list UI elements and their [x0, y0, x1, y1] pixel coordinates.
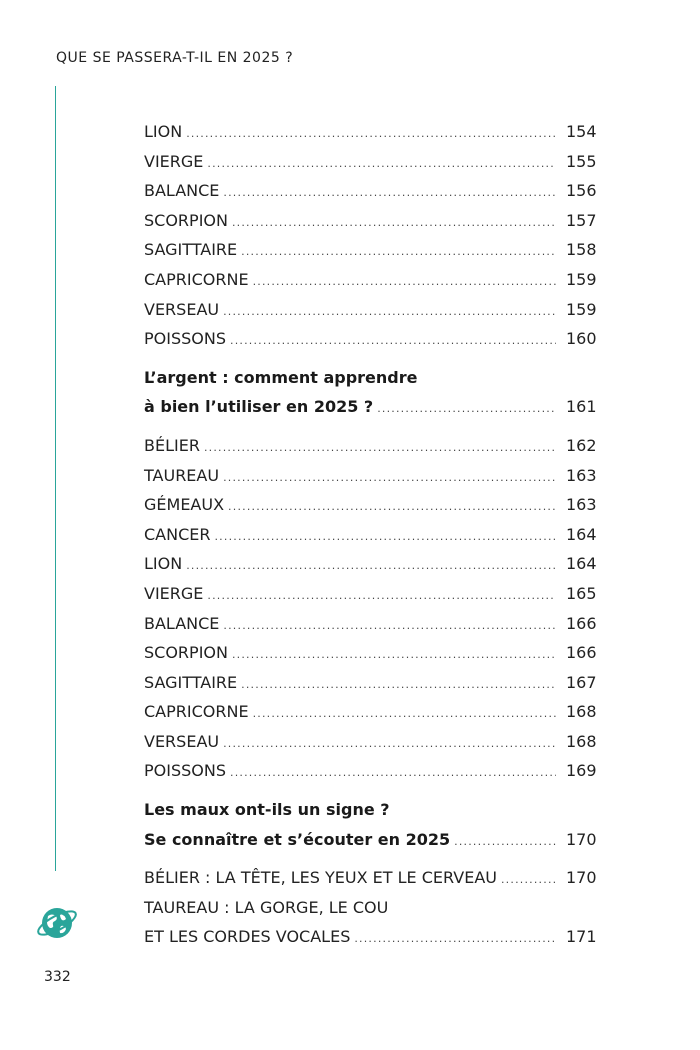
leader-dots: [230, 758, 556, 788]
toc-entry-verseau[interactable]: [144, 295, 596, 325]
leader-dots: [253, 699, 556, 729]
toc-entry-belier[interactable]: [144, 431, 596, 461]
toc-entry-label: CAPRICORNE: [144, 702, 249, 722]
toc-entry-poissons[interactable]: [144, 756, 596, 786]
toc-entry-page: 154: [566, 122, 597, 141]
leader-dots: [204, 433, 556, 463]
toc-entry-poissons[interactable]: [144, 324, 596, 354]
toc-entry-taureau-gorge[interactable]: [144, 922, 596, 952]
side-rule: [55, 86, 56, 871]
toc-entry-page: 168: [566, 702, 597, 722]
leader-dots: [454, 827, 556, 857]
toc-entry-page: 164: [566, 524, 597, 544]
toc-entry-page: 157: [566, 210, 597, 230]
section-title-line: Se connaître et s’écouter en 2025: [144, 829, 451, 849]
toc-entry-label: BÉLIER : LA TÊTE, LES YEUX ET LE CERVEAU: [144, 868, 497, 888]
page-number: 332: [44, 969, 71, 985]
leader-dots: [228, 492, 556, 522]
toc-entry-label: GÉMEAUX: [144, 495, 225, 515]
toc-group-2: [144, 431, 596, 786]
running-title: QUE SE PASSERA-T-IL EN 2025 ?: [56, 50, 294, 66]
toc-entry-scorpion[interactable]: [144, 206, 596, 236]
leader-dots: [232, 640, 556, 670]
toc-entry-page: 170: [566, 829, 597, 849]
toc-entry-page: 160: [566, 329, 597, 349]
section-title-line: à bien l’utiliser en 2025 ?: [144, 397, 374, 417]
toc-entry-page: 165: [566, 583, 597, 603]
toc-entry-label: SCORPION: [144, 643, 228, 663]
table-of-contents: [144, 117, 596, 952]
toc-entry-label: ET LES CORDES VOCALES: [144, 927, 351, 947]
toc-entry-sagittaire[interactable]: [144, 668, 596, 698]
toc-entry-balance[interactable]: [144, 609, 596, 639]
section-title-line: Les maux ont-ils un signe ?: [144, 800, 390, 820]
toc-entry-page: 156: [566, 181, 597, 201]
toc-entry-label: LION: [144, 554, 183, 574]
toc-entry-balance[interactable]: [144, 176, 596, 206]
toc-entry-label[interactable]: TAUREAU : LA GORGE, LE COU: [144, 897, 389, 917]
toc-entry-capricorne[interactable]: [144, 265, 596, 295]
section-title-entry: [144, 392, 596, 422]
section-title-line: L’argent : comment apprendre: [144, 367, 418, 387]
toc-entry-label: LION: [144, 122, 183, 141]
toc-entry-lion[interactable]: [144, 549, 596, 579]
toc-entry-sagittaire[interactable]: [144, 235, 596, 265]
toc-entry-page: 170: [566, 868, 597, 888]
toc-entry-taureau[interactable]: [144, 461, 596, 491]
toc-entry-scorpion[interactable]: [144, 638, 596, 668]
leader-dots: [214, 522, 556, 552]
toc-entry-label: TAUREAU: [144, 465, 220, 485]
toc-entry-page: 161: [566, 397, 597, 417]
leader-dots: [223, 729, 556, 759]
toc-entry-label: VIERGE: [144, 151, 204, 171]
toc-entry-label: BALANCE: [144, 613, 220, 633]
toc-entry-cancer[interactable]: [144, 520, 596, 550]
toc-entry-page: 155: [566, 151, 597, 171]
toc-entry-label: SAGITTAIRE: [144, 672, 238, 692]
toc-entry-label: CANCER: [144, 524, 211, 544]
leader-dots: [241, 237, 556, 267]
leader-dots: [354, 924, 556, 954]
toc-entry-label: POISSONS: [144, 329, 226, 349]
toc-group-3: [144, 863, 596, 952]
leader-dots: [377, 394, 556, 424]
toc-entry-label: CAPRICORNE: [144, 269, 249, 289]
toc-entry-label: VERSEAU: [144, 731, 220, 751]
toc-entry-page: 163: [566, 465, 597, 485]
toc-entry-page: 167: [566, 672, 597, 692]
leader-dots: [241, 670, 556, 700]
toc-entry-vierge[interactable]: [144, 579, 596, 609]
leader-dots: [501, 865, 556, 895]
toc-group-1: [144, 117, 596, 354]
globe-icon: [34, 902, 80, 944]
toc-entry-label: VIERGE: [144, 583, 204, 603]
leader-dots: [230, 326, 556, 356]
toc-entry-label: POISSONS: [144, 761, 226, 781]
toc-entry-page: 166: [566, 643, 597, 663]
toc-entry-label: SAGITTAIRE: [144, 240, 238, 260]
toc-entry-verseau[interactable]: [144, 727, 596, 757]
toc-entry-page: 166: [566, 613, 597, 633]
leader-dots: [223, 178, 556, 208]
toc-entry-capricorne[interactable]: [144, 697, 596, 727]
toc-entry-label: SCORPION: [144, 210, 228, 230]
toc-entry-page: 164: [566, 554, 597, 574]
leader-dots: [223, 297, 556, 327]
toc-entry-page: 171: [566, 927, 597, 947]
leader-dots: [207, 581, 556, 611]
toc-entry-label: BÉLIER: [144, 435, 200, 455]
section-title-entry: [144, 825, 596, 855]
toc-section-maux[interactable]: [144, 795, 596, 854]
toc-entry-page: 169: [566, 761, 597, 781]
toc-entry-page: 163: [566, 495, 597, 515]
toc-entry-label: BALANCE: [144, 181, 220, 201]
leader-dots: [223, 463, 556, 493]
leader-dots: [253, 267, 556, 297]
toc-entry-vierge[interactable]: [144, 147, 596, 177]
toc-entry-page: 159: [566, 269, 597, 289]
toc-entry-page: 158: [566, 240, 597, 260]
leader-dots: [186, 119, 556, 149]
toc-entry-belier-tete[interactable]: [144, 863, 596, 893]
toc-section-argent[interactable]: [144, 363, 596, 422]
leader-dots: [232, 208, 556, 238]
leader-dots: [186, 551, 556, 581]
toc-entry-page: 159: [566, 299, 597, 319]
toc-entry-page: 162: [566, 435, 597, 455]
leader-dots: [207, 149, 556, 179]
toc-entry-label: VERSEAU: [144, 299, 220, 319]
toc-entry-gemeaux[interactable]: [144, 490, 596, 520]
toc-entry-page: 168: [566, 731, 597, 751]
toc-entry-lion[interactable]: [144, 117, 596, 147]
leader-dots: [223, 611, 556, 641]
